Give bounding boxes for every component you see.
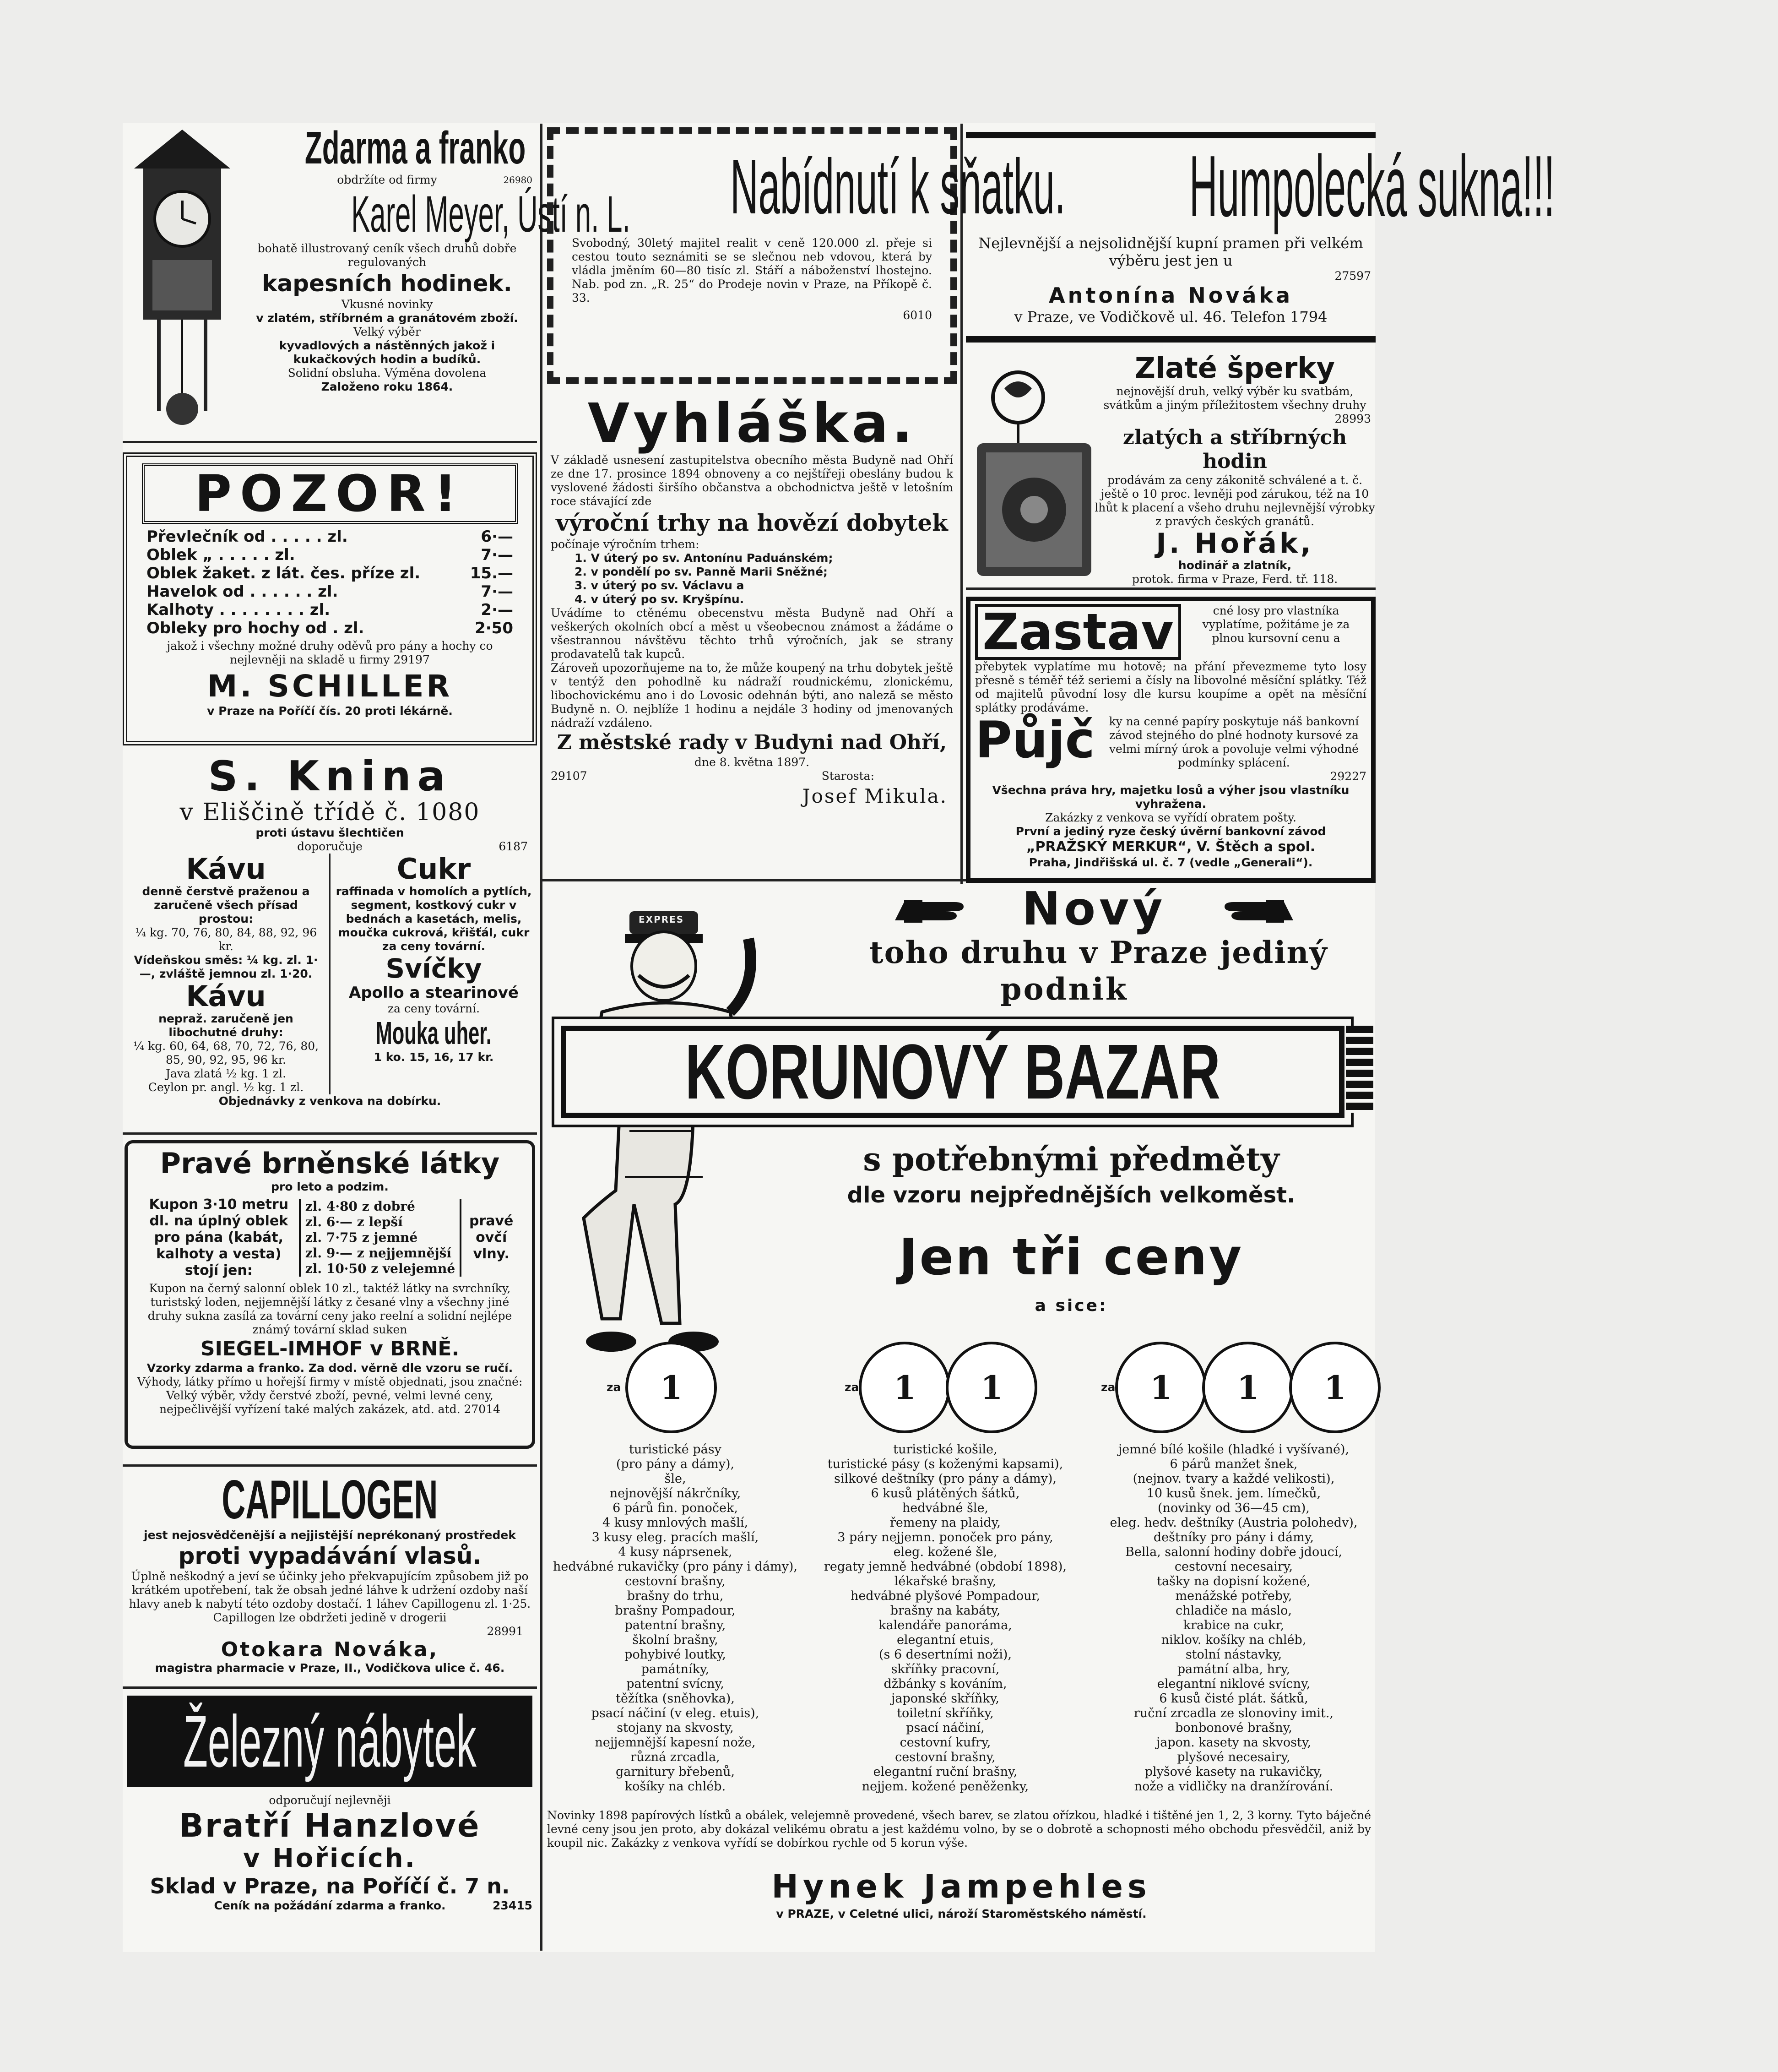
- pozor-item: Havelok od . . . . . . zl. 7·—: [146, 582, 513, 601]
- bazar-list-1: [547, 1442, 803, 1794]
- bazar-list-item: chladiče na máslo,: [1176, 1604, 1292, 1618]
- bazar-list-item: nejnovější nákrčníky,: [609, 1486, 741, 1501]
- knina-mouka-text: 1 ko. 15, 16, 17 kr.: [374, 1050, 494, 1064]
- bazar-list-item: menážské potřeby,: [1175, 1589, 1292, 1603]
- zastav-title2: Půjč: [975, 711, 1095, 769]
- sperky-sub: hodinář a zlatník,: [1178, 559, 1292, 572]
- knina-orders: Objednávky z venkova na dobírku.: [218, 1094, 441, 1108]
- vyhlaska-text2: počínaje výročním trhem:: [551, 538, 699, 551]
- bazar-list-item: řemeny na plaidy,: [890, 1516, 1001, 1530]
- coin-group-2: [845, 1342, 1033, 1433]
- knina-kava2-text: nepraž. zaručeně jen libochutné druhy:: [158, 1012, 293, 1039]
- bazar-list-item: regaty jemně hedvábné (období 1898),: [824, 1560, 1067, 1574]
- bazar-list-item: nože a vidličky na dranžírování.: [1134, 1779, 1334, 1794]
- knina-kava2-head: Kávu: [186, 979, 266, 1013]
- bazar-list-item: lékařské brašny,: [894, 1574, 997, 1588]
- meyer-head: kapesních hodinek.: [262, 270, 512, 297]
- bazar-list-item: bonbonové brašny,: [1175, 1721, 1292, 1735]
- coin-za: za: [607, 1381, 621, 1394]
- zastav-title: Zastav: [975, 604, 1181, 660]
- bazar-list-item: tašky na dopisní kožené,: [1157, 1574, 1311, 1588]
- bazar-list-item: patentní brašny,: [624, 1618, 726, 1632]
- nabytek-sklad: Sklad v Praze, na Poříčí č. 7 n.: [150, 1874, 510, 1898]
- bazar-list-item: psací náčiní,: [906, 1721, 985, 1735]
- knina-rec: doporučuje: [297, 840, 363, 853]
- zastav-firm: „PRAŽSKÝ MERKUR“, V. Štěch a spol.: [1026, 839, 1316, 855]
- sperky-num: 28993: [1334, 412, 1371, 425]
- pozor-item: Převlečník od . . . . . zl. 6·—: [146, 528, 513, 546]
- brno-right: pravé ovčí vlny.: [469, 1213, 514, 1262]
- pozor-item: Obleky pro hochy od . zl. 2·50: [146, 619, 513, 637]
- bazar-firm: Hynek Jampehles: [771, 1868, 1151, 1905]
- bazar-list-item: plyšové kasety na rukavičky,: [1144, 1765, 1323, 1779]
- pozor-item: Kalhoty . . . . . . . . zl. 2·—: [146, 601, 513, 619]
- bazar-list-item: košíky na chléb.: [624, 1779, 726, 1794]
- pozor-items: [137, 528, 522, 637]
- ad-vyhlaska: [547, 393, 957, 883]
- ad-meyer: [123, 122, 630, 443]
- bazar-list-item: (nejnov. tvary a každé velikosti),: [1133, 1472, 1335, 1486]
- bazar-list-item: pohybivé loutky,: [624, 1648, 726, 1662]
- bazar-list-item: ruční zrcadla ze slonoviny imit.,: [1133, 1706, 1334, 1720]
- bazar-list-item: japonské skříňky,: [891, 1691, 999, 1706]
- knina-viden: Vídeňskou směs: ¼ kg. zl. 1·—, zvláště jemnou zl. 1·20.: [134, 953, 318, 980]
- ad-capillogen: [123, 1464, 537, 1689]
- bazar-list-item: eleg. kožené šle,: [893, 1545, 997, 1559]
- vyhlaska-sign1: Z městské rady v Budyni nad Ohří,: [557, 731, 947, 754]
- bazar-list-item: elegantní niklové svícny,: [1157, 1677, 1311, 1691]
- bazar-list-item: (s 6 desertními noži),: [878, 1648, 1012, 1662]
- zastav-side: cné losy pro vlastníka vyplatíme, požitáme je za plnou kursovní cenu a: [1202, 604, 1350, 645]
- bazar-list-item: památní alba, hry,: [1177, 1662, 1290, 1676]
- crown-coin-icon: 1: [625, 1342, 717, 1433]
- vyhlaska-role: Starosta:: [821, 769, 874, 783]
- bazar-list-item: turistické pásy (s koženými kapsami),: [827, 1457, 1063, 1471]
- knina-ceylon: Ceylon pr. angl. ½ kg. 1 zl.: [148, 1081, 304, 1094]
- knina-svicky-head: Svíčky: [385, 953, 482, 984]
- bazar-list-item: 6 párů fin. ponoček,: [613, 1501, 738, 1515]
- vyhlaska-text4: Zároveň upozorňujeme na to, že může koupený na trhu dobytek ještě v tentýž den pohodlně ku nádraží roudnickému, zlonickému, libochovickému ano i do Lovosic odehnán býti, ano naleză se město Budyně n. O. nejblíže 1 hodinu a nejdále 3 hodiny od jmenovaných nádraží vzdáleno.: [551, 661, 953, 729]
- bazar-list-item: eleg. hedv. deštníky (Austria polohedv),: [1110, 1516, 1358, 1530]
- capil-firm: Otokara Nováka,: [221, 1638, 439, 1661]
- bazar-list-item: různá zrcadla,: [630, 1750, 720, 1764]
- bazar-list-item: patentní svícny,: [626, 1677, 724, 1691]
- meyer-num: 26980: [503, 174, 532, 185]
- bazar-list-item: nejjemnější kapesní nože,: [595, 1735, 756, 1750]
- brno-left: Kupon 3·10 metru dl. na úplný oblek pro pána (kabát, kalhoty a vesta) stojí jen:: [149, 1196, 289, 1278]
- bazar-list-item: těžítka (sněhovka),: [616, 1691, 735, 1706]
- pozor-addr: v Praze na Poříčí čís. 20 proti lékárně.: [207, 704, 453, 718]
- ornament-right: [1346, 1026, 1373, 1113]
- snatek-title: Nabídnutí k sňatku.: [730, 143, 1066, 230]
- bazar-list-3: [1096, 1442, 1371, 1794]
- sperky-sub2: protok. firma v Praze, Ferd. tř. 118.: [1132, 572, 1338, 586]
- bazar-list-item: cestovní brašny,: [625, 1574, 726, 1588]
- bazar-list-item: památníky,: [641, 1662, 710, 1676]
- nabytek-num: 23415: [493, 1899, 532, 1912]
- crown-coin-icon: 1: [1115, 1342, 1207, 1433]
- brno-text3: Výhody, látky přímo u hořejší firmy v místě objednati, jsou značné: Velký výběr, vždy čerstvé zboží, pevné, velmi levné ceny, nejpečlivější vyřízení také malých zakázek, atd. atd. 27014: [137, 1375, 523, 1416]
- zastav-num: 29227: [1330, 770, 1366, 783]
- vyhlaska-item: 1. V úterý po sv. Antonínu Paduánském;: [575, 551, 833, 565]
- knina-num: 6187: [499, 840, 528, 853]
- bazar-list-item: stolní nástavky,: [1185, 1648, 1282, 1662]
- nabytek-rec: odporučují nejlevněji: [269, 1794, 391, 1807]
- zastav-text2: Všechna práva hry, majetku losů a výher jsou vlastníku vyhražena.: [992, 783, 1350, 810]
- right-column: [966, 123, 1555, 883]
- pozor-item: Oblek „ . . . . . zl. 7·—: [146, 546, 513, 564]
- bazar-list-item: brašny do trhu,: [627, 1589, 724, 1603]
- ad-sperky: [966, 352, 1376, 590]
- vyhlaska-item: 3. v úterý po sv. Václavu a: [575, 579, 744, 592]
- knina-title: S. Knina: [208, 752, 452, 800]
- nabytek-cenik: Ceník na požádání zdarma a franko.: [214, 1899, 446, 1912]
- ad-brno: [123, 1140, 537, 1456]
- meyer-text7: Založeno roku 1864.: [321, 380, 453, 393]
- vyhlaska-name: Josef Mikula.: [802, 785, 948, 807]
- bazar-line5: dle vzoru nejpřednějších velkoměst.: [847, 1182, 1296, 1208]
- meyer-text1: bohatě illustrovaný ceník všech druhů dobře regulovaných: [257, 242, 517, 269]
- knina-svicky-sub: za ceny tovární.: [387, 1002, 480, 1015]
- vyhlaska-date: dne 8. května 1897.: [694, 756, 810, 769]
- bazar-list-item: deštníky pro pány i dámy,: [1153, 1530, 1314, 1544]
- bazar-list-item: školní brašny,: [632, 1633, 718, 1647]
- brno-prices: zl. 4·80 z dobré zl. 6·— z lepší zl. 7·75 z jemné zl. 9·— z nejjemnější zl. 10·50 z velejemné: [299, 1199, 461, 1277]
- coin-za: za: [1101, 1381, 1116, 1394]
- ad-nabytek: [123, 1696, 537, 1952]
- bazar-list-item: jemné bílé košile (hladké i vyšívané),: [1118, 1442, 1350, 1457]
- coin-group-1: [607, 1342, 717, 1433]
- coin-group-3: [1101, 1342, 1376, 1433]
- bazar-list-item: garnitury břebenů,: [615, 1765, 735, 1779]
- vyhlaska-title: Vyhláška.: [587, 392, 916, 455]
- bazar-list-item: cestovní brašny,: [895, 1750, 996, 1764]
- knina-kava2-prices: ¼ kg. 60, 64, 68, 70, 72, 76, 80, 85, 90, 92, 95, 96 kr.: [133, 1039, 319, 1066]
- crown-coin-icon: 1: [1202, 1342, 1294, 1433]
- vyhlaska-items: [547, 551, 957, 606]
- bazar-ceny: Jen tři ceny: [899, 1228, 1244, 1286]
- bazar-list-2: [817, 1442, 1073, 1794]
- bazar-list-item: elegantní etuis,: [896, 1633, 994, 1647]
- bazar-list-item: šle,: [664, 1472, 686, 1486]
- bazar-text: Novinky 1898 papírových lístků a obálek, velejemně provedené, všech barev, se zlatou ořízkou, hladké i tištěné jen 1, 2, 3 korny. Tyto báječné levné ceny jsou jen proto, aby dokázal velikému obratu a jest každému volno, by se o dobrotě a schopnosti mého obchodu přesvědčil, aniž by koupil nic. Zakázky z venkova vyřídí se dobírkou rychle od 5 korun výše.: [547, 1809, 1371, 1849]
- zastav-addr: Praha, Jindřišská ul. č. 7 (vedle „Generali“).: [1029, 856, 1313, 869]
- ad-snatek: [547, 127, 1066, 384]
- cuckoo-clock-icon: [130, 127, 235, 430]
- capil-text: Úplně neškodný a jeví se účinky jeho překvapujícím způsobem již po krátkém upotřebení, tak že obsah jedné láhve k udržení ozdoby naší hlavy aneb k nabytí této ozdoby dostačí. 1 láhev Capillogenu zl. 1·25. Capillogen lze obdržeti jedině v drogerii: [129, 1570, 531, 1624]
- bazar-list-item: niklov. košíky na chléb,: [1161, 1633, 1306, 1647]
- capil-addr: magistra pharmacie v Praze, II., Vodičkova ulice č. 46.: [155, 1661, 505, 1675]
- bazar-list-item: nejjem. kožené peněženky,: [862, 1779, 1029, 1794]
- bazar-list-item: krabice na cukr,: [1183, 1618, 1285, 1632]
- bazar-list-item: džbánky s kováním,: [884, 1677, 1007, 1691]
- bazar-list-item: cestovní necesairy,: [1174, 1560, 1293, 1574]
- sperky-title: Zlaté šperky: [1135, 351, 1335, 385]
- bazar-list-item: psací náčiní (v eleg. etuis),: [591, 1706, 759, 1720]
- sperky-text2: prodávám za ceny zákonitě schválené a t. č. ještě o 10 proc. levněji pod zárukou, též na 10 lhůt k placení a všeho druhu nejlevnější výrobky z pravých českých granátů.: [1095, 473, 1375, 528]
- nabytek-firm1: Bratří Hanzlové: [179, 1807, 481, 1844]
- column-rule: [540, 124, 542, 1951]
- bazar-sign: [552, 1017, 1354, 1127]
- brno-title: Pravé brněnské látky: [160, 1147, 500, 1180]
- bazar-list-item: 6 kusů plátěných šátků,: [871, 1486, 1020, 1501]
- bazar-line4: s potřebnými předměty: [863, 1140, 1279, 1178]
- bazar-list-item: hedvábné šle,: [902, 1501, 989, 1515]
- bazar-list-item: 3 kusy eleg. pracích mašlí,: [591, 1530, 759, 1544]
- knina-cukr-text: raffinada v homolích a pytlích, segment, kostkový cukr v bednách a kasetách, melis, moučka cukrová, křišťál, cukr za ceny tovární.: [336, 885, 532, 953]
- pointing-hand-icon: [904, 888, 987, 925]
- pozor-firm: M. SCHILLER: [207, 669, 453, 704]
- bazar-list-item: Bella, salonní hodiny dobře jdoucí,: [1125, 1545, 1342, 1559]
- brno-text2: Vzorky zdarma a franko. Za dod. věrně dle vzoru se ručí.: [146, 1361, 513, 1375]
- vyhlaska-item: 2. v pondělí po sv. Panně Marii Sněžné;: [575, 565, 828, 578]
- sperky-text1: nejnovější druh, velký výběr ku svatbám, svátkům a jiným příležitostem všechny druhy: [1103, 385, 1366, 412]
- ad-korunovy-bazar: [547, 884, 1376, 1951]
- vyhlaska-text1: V základě usnesení zastupitelstva obecního města Budyně nad Ohří ze dne 17. prosince 1894 obnoveny a co nejštířeji obeslány budou k vyslovené žádosti širšího občanstva a obchodnictva ještě v letošním roce stávající zde: [551, 453, 953, 508]
- bazar-list-item: stojany na skvosty,: [617, 1721, 734, 1735]
- bazar-list-item: turistické pásy: [629, 1442, 721, 1457]
- knina-addr: v Eliščině třídě č. 1080: [179, 799, 480, 826]
- pozor-title: POZOR!: [142, 463, 518, 524]
- vyhlaska-num: 29107: [551, 769, 587, 783]
- bazar-list-item: hedvábné rukavičky (pro pány i dámy),: [553, 1560, 797, 1574]
- bazar-list-item: cestovní kufry,: [900, 1735, 991, 1750]
- sperky-head: zlatých a stříbrných hodin: [1122, 426, 1347, 473]
- brno-text: Kupon na černý salonní oblek 10 zl., taktéž látky na svrchníky, turistský loden, nejjemnější látky z česané vlny a všechny jiné druhy sukna zasílá za tovární ceny jako reelní a solidní nejlépe známý tovární sklad suken: [147, 1282, 512, 1336]
- meyer-firm: Karel Meyer, Ústí n. L.: [351, 185, 630, 243]
- crown-coin-icon: 1: [859, 1342, 950, 1433]
- nabytek-firm2: v Hořicích.: [243, 1844, 417, 1873]
- bazar-list-item: 4 kusy náprsenek,: [618, 1545, 732, 1559]
- coin-za: za: [845, 1381, 859, 1394]
- ad-knina: [123, 752, 537, 1135]
- knina-java: Java zlatá ½ kg. 1 zl.: [165, 1067, 287, 1080]
- bazar-list-item: 4 kusy mnlových mašlí,: [602, 1516, 748, 1530]
- capil-num: 28991: [487, 1625, 523, 1638]
- knina-kava-head: Kávu: [186, 852, 266, 886]
- meyer-text4: Velký výběr: [353, 325, 421, 338]
- brno-firm: SIEGEL-IMHOF v BRNĚ.: [200, 1337, 460, 1360]
- knina-sub: proti ústavu šlechtičen: [255, 826, 404, 839]
- pocket-watch-icon: [968, 361, 1091, 581]
- bazar-list-item: turistické košile,: [893, 1442, 997, 1457]
- pozor-text: jakož i všechny možné druhy oděvů pro pány a hochy co nejlevněji na skladě u firmy 29197: [167, 639, 493, 666]
- bazar-list-item: hedvábné plyšové Pompadour,: [850, 1589, 1041, 1603]
- brno-sub: pro leto a podzim.: [271, 1180, 389, 1193]
- column-rule: [960, 124, 963, 884]
- vyhlaska-text3: Uvádíme to ctěnému obecenstvu města Budyně nad Ohří a veškerých okolních obcí a měst u všeobecnou známost a žádáme o všestrannou návštěvu těchto trhů výročních, jak se strany prodavatelů tak kupců.: [551, 606, 953, 661]
- zastav-side2: ky na cenné papíry poskytuje náš bankovní závod stejného do plné hodnoty kursové za velmi mírný úrok a povoluje velmi výhodné podmínky splácení.: [1109, 715, 1359, 769]
- vyhlaska-item: 4. v úterý po sv. Kryšpínu.: [575, 593, 744, 606]
- bazar-asice: a sice:: [1035, 1296, 1108, 1315]
- capil-head: proti vypadávání vlasů.: [178, 1543, 482, 1569]
- ad-merkur: [966, 597, 1376, 883]
- nabytek-title: Železný nábytek: [183, 1700, 477, 1782]
- bazar-list-item: brašny Pompadour,: [615, 1604, 736, 1618]
- meyer-title: Zdarma a franko: [304, 122, 526, 174]
- bazar-line3: podnik: [1000, 971, 1128, 1007]
- knina-kava-prices: ¼ kg. 70, 76, 80, 84, 88, 92, 96 kr.: [135, 926, 317, 953]
- zastav-text3: Zakázky z venkova se vyřídí obratem pošty.: [1045, 811, 1296, 824]
- humpolec-title: Humpolecká sukna!!!: [1189, 138, 1555, 235]
- humpolec-firm: Antonína Nováka: [1048, 283, 1293, 308]
- bazar-list-item: 3 páry nejjemn. ponoček pro pány,: [837, 1530, 1053, 1544]
- knina-svicky-text: Apollo a stearinové: [349, 984, 519, 1002]
- meyer-text3: v zlatém, stříbrném a granátovém zboží.: [256, 311, 518, 325]
- snatek-text: Svobodný, 30letý majitel realit v ceně 120.000 zl. přeje si cestou touto seznámiti se se slečnou neb vdovou, která by vládla jměním 60—80 tisíc zl. Stáří a náboženství lhostejno. Nab. pod zn. „R. 25“ do Prodeje novin v Praze, na Příkopě č. 33.: [572, 236, 932, 305]
- porter-figure-illustration: [575, 902, 771, 1360]
- knina-kava-text: denně čerstvě praženou a zaručeně všech přísad prostou:: [142, 885, 310, 925]
- zastav-text1: přebytek vyplatíme mu hotově; na přání převezmeme tyto losy přesně s téměř též seriemi a čísly na libovolné měsíční splátky. Též od majitelů původní losy dle kursu koupíme a opět na měsíční splátky prodáváme.: [975, 660, 1366, 714]
- bazar-sign-text: KORUNOVÝ BAZAR: [685, 1028, 1220, 1115]
- bazar-list-item: plyšové necesairy,: [1177, 1750, 1290, 1764]
- snatek-num: 6010: [903, 309, 932, 322]
- bazar-list-item: (novinky od 36—45 cm),: [1158, 1501, 1310, 1515]
- knina-mouka-head: Mouka uher.: [375, 1015, 492, 1051]
- bazar-list-item: kalendáře panoráma,: [878, 1618, 1012, 1632]
- bazar-list-item: japon. kasety na skvosty,: [1156, 1735, 1312, 1750]
- meyer-text2: Vkusné novinky: [341, 298, 433, 311]
- knina-cukr-head: Cukr: [396, 852, 471, 886]
- humpolec-addr: v Praze, ve Vodičkově ul. 46. Telefon 1794: [1014, 308, 1328, 326]
- bazar-line2: toho druhu v Praze jediný: [869, 935, 1328, 970]
- bazar-list-item: silkové deštníky (pro pány a dámy),: [834, 1472, 1057, 1486]
- ad-schiller: [123, 452, 537, 745]
- vyhlaska-head: výroční trhy na hovězí dobytek: [556, 509, 948, 536]
- bazar-list-item: 6 kusů čisté plát. šátků,: [1159, 1691, 1308, 1706]
- bazar-list-item: (pro pány a dámy),: [616, 1457, 735, 1471]
- pointing-hand-icon: [1202, 888, 1284, 925]
- ad-humpolec: [966, 132, 1555, 343]
- bazar-cap-label: EXPRES: [639, 914, 684, 925]
- crown-coin-icon: 1: [1289, 1342, 1381, 1433]
- crown-coin-icon: 1: [946, 1342, 1037, 1433]
- bazar-list-item: 10 kusů šnek. jem. límečků,: [1146, 1486, 1321, 1501]
- zastav-text4: První a jediný ryze český úvěrní bankovní závod: [1015, 825, 1326, 838]
- sperky-firm: J. Hořák,: [1156, 528, 1314, 560]
- bazar-novy: Nový: [1022, 882, 1166, 935]
- capil-title: CAPILLOGEN: [222, 1469, 438, 1530]
- bazar-list-item: elegantní ruční brašny,: [873, 1765, 1018, 1779]
- bazar-addr: v PRAZE, v Celetné ulici, nároží Staroměstského náměstí.: [776, 1907, 1147, 1920]
- bazar-list-item: toiletní skříňky,: [897, 1706, 994, 1720]
- capil-line1: jest nejosvědčenější a nejjistější neprékonaný prostředek: [144, 1528, 516, 1542]
- pozor-item: Oblek žaket. z lát. čes. příze zl. 15.—: [146, 564, 513, 582]
- bazar-list-item: brašny na kabáty,: [890, 1604, 1001, 1618]
- bazar-list-item: skříňky pracovní,: [891, 1662, 1000, 1676]
- humpolec-num: 27597: [1334, 269, 1371, 283]
- meyer-text5: kyvadlových a nástěnných jakož i kukačkových hodin a budíků.: [279, 339, 495, 366]
- meyer-line1: obdržíte od firmy: [337, 173, 437, 186]
- humpolec-text: Nejlevnější a nejsolidnější kupní pramen při velkém výběru jest jen u: [978, 234, 1363, 269]
- meyer-text6: Solidní obsluha. Výměna dovolena: [287, 366, 487, 380]
- bazar-list-item: 6 párů manžet šnek,: [1170, 1457, 1298, 1471]
